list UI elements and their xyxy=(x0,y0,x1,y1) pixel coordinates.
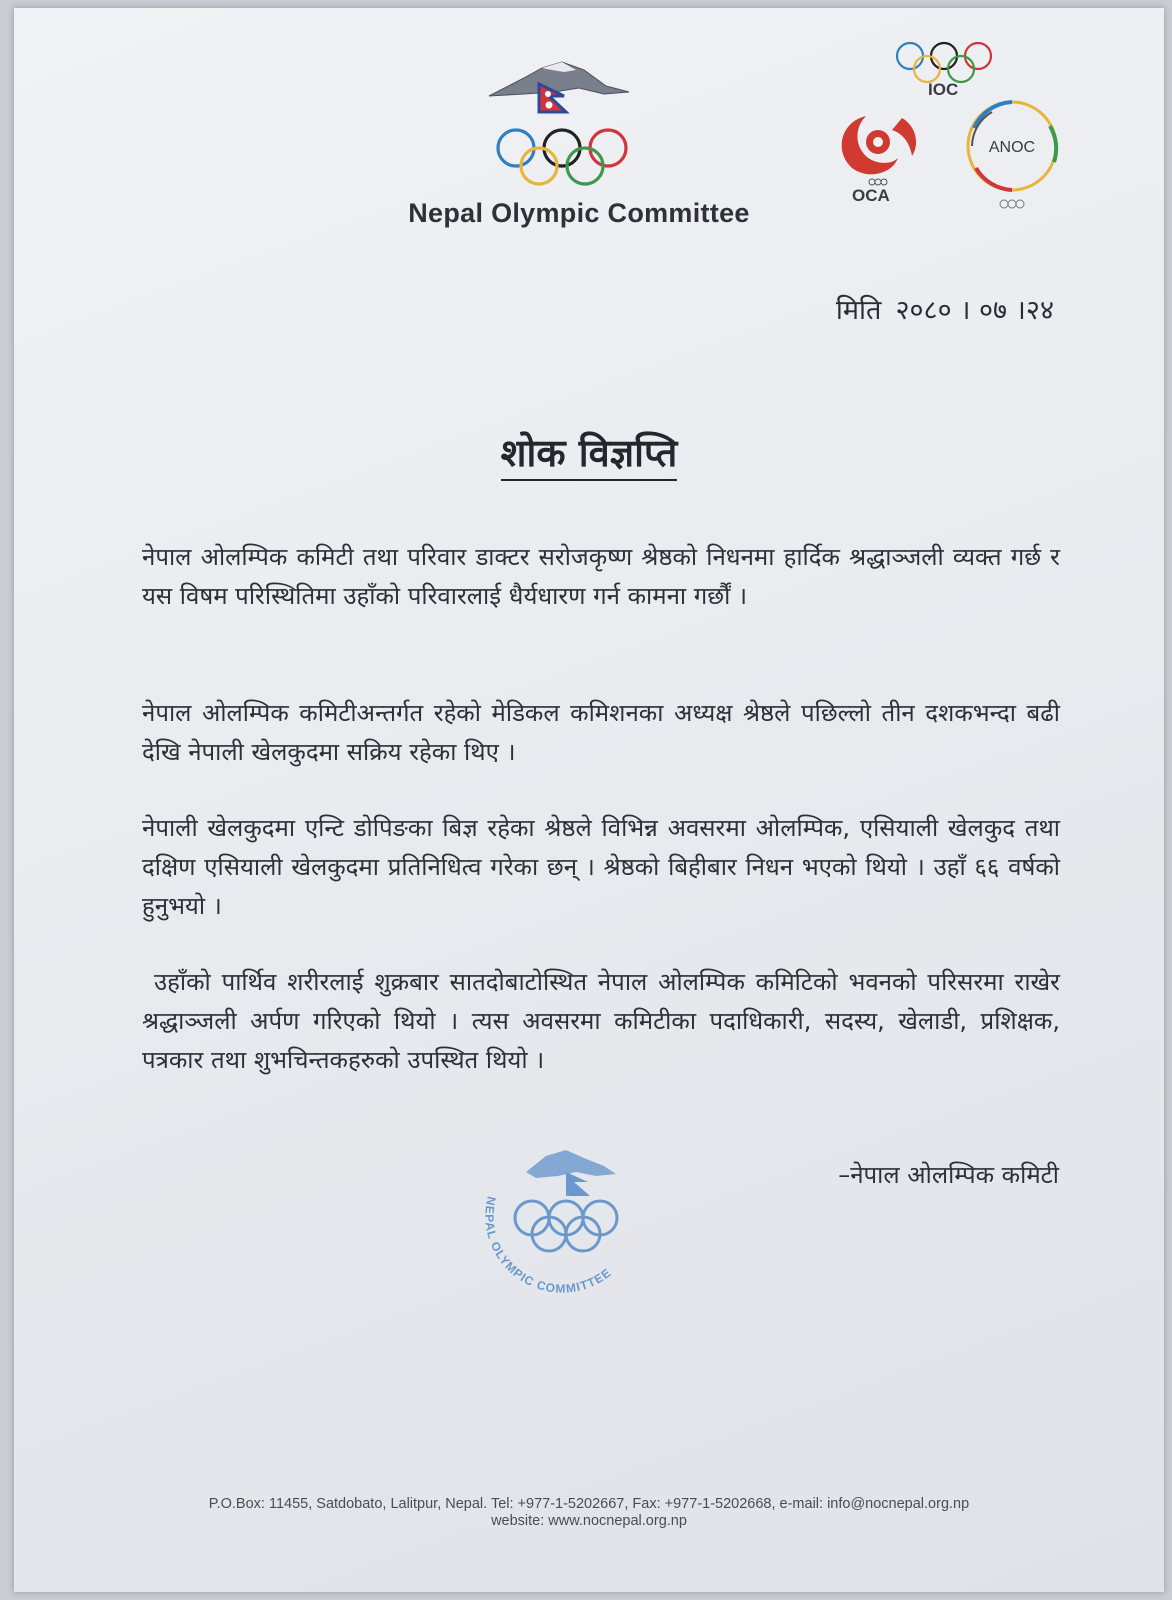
page-title xyxy=(14,426,1164,478)
footer-address: P.O.Box: 11455, Satdobato, Lalitpur, Nepal. Tel: +977-1-5202667, Fax: +977-1-5202668, e-mail: info@nocnepal.org.np xyxy=(208,1496,970,1512)
paragraph-1: नेपाल ओलम्पिक कमिटी तथा परिवार डाक्टर सरोजकृष्ण श्रेष्ठको निधनमा हार्दिक श्रद्धाञ्जली व्यक्त गर्छ र यस विषम परिस्थितिमा उहाँको परिवारलाई धैर्यधारण गर्न कामना गर्छौं । xyxy=(142,543,1060,610)
paragraph-2: नेपाल ओलम्पिक कमिटीअन्तर्गत रहेको मेडिकल कमिशनका अध्यक्ष श्रेष्ठले पछिल्लो तीन दशकभन्दा बढी देखि नेपाली खेलकुदमा सक्रिय रहेका थिए । xyxy=(142,699,1060,766)
organization-name: Nepal Olympic Committee xyxy=(408,198,750,228)
date-line xyxy=(822,290,1054,327)
footer xyxy=(14,1496,1164,1530)
anoc-circle-icon xyxy=(962,96,1066,214)
paragraph-4: उहाँको पार्थिव शरीरलाई शुक्रबार सातदोबाटोस्थित नेपाल ओलम्पिक कमिटिको भवनको परिसरमा राखेर श्रद्धाञ्जली अर्पण गरिएको थियो । त्यस अवसरमा कमिटीका पदाधिकारी, सदस्य, खेलाडी, प्रशिक्षक, पत्रकार तथा शुभचिन्तकहरुको उपस्थित थियो । xyxy=(142,968,1060,1074)
olympic-rings-icon xyxy=(492,126,632,192)
footer-website: website: www.nocnepal.org.np xyxy=(491,1513,687,1529)
date-label: मिति xyxy=(835,295,882,326)
oca-label: OCA xyxy=(852,186,890,205)
title-text: शोक विज्ञप्ति xyxy=(501,431,678,481)
nepal-olympic-stamp-icon xyxy=(466,1136,656,1296)
oca-sun-icon xyxy=(832,108,922,188)
everest-flag-emblem-icon xyxy=(484,58,634,128)
letter-page xyxy=(14,8,1164,1592)
paragraph-3: नेपाली खेलकुदमा एन्टि डोपिङका बिज्ञ रहेका श्रेष्ठले विभिन्न अवसरमा ओलम्पिक, एसियाली खेलकुद तथा दक्षिण एसियाली खेलकुदमा प्रतिनिधित्व गरेका छन् । श्रेष्ठको बिहीबार निधन भएको थियो । उहाँ ६६ वर्षको हुनुभयो । xyxy=(142,814,1060,920)
date-value: २०८० । ०७ ।२४ xyxy=(895,295,1054,326)
anoc-label: ANOC xyxy=(988,139,1036,156)
ioc-label: IOC xyxy=(928,80,959,99)
signature: –नेपाल ओलम्पिक कमिटी xyxy=(838,1161,1059,1189)
stamp-text: NEPAL OLYMPIC COMMITTEE xyxy=(482,1195,615,1296)
